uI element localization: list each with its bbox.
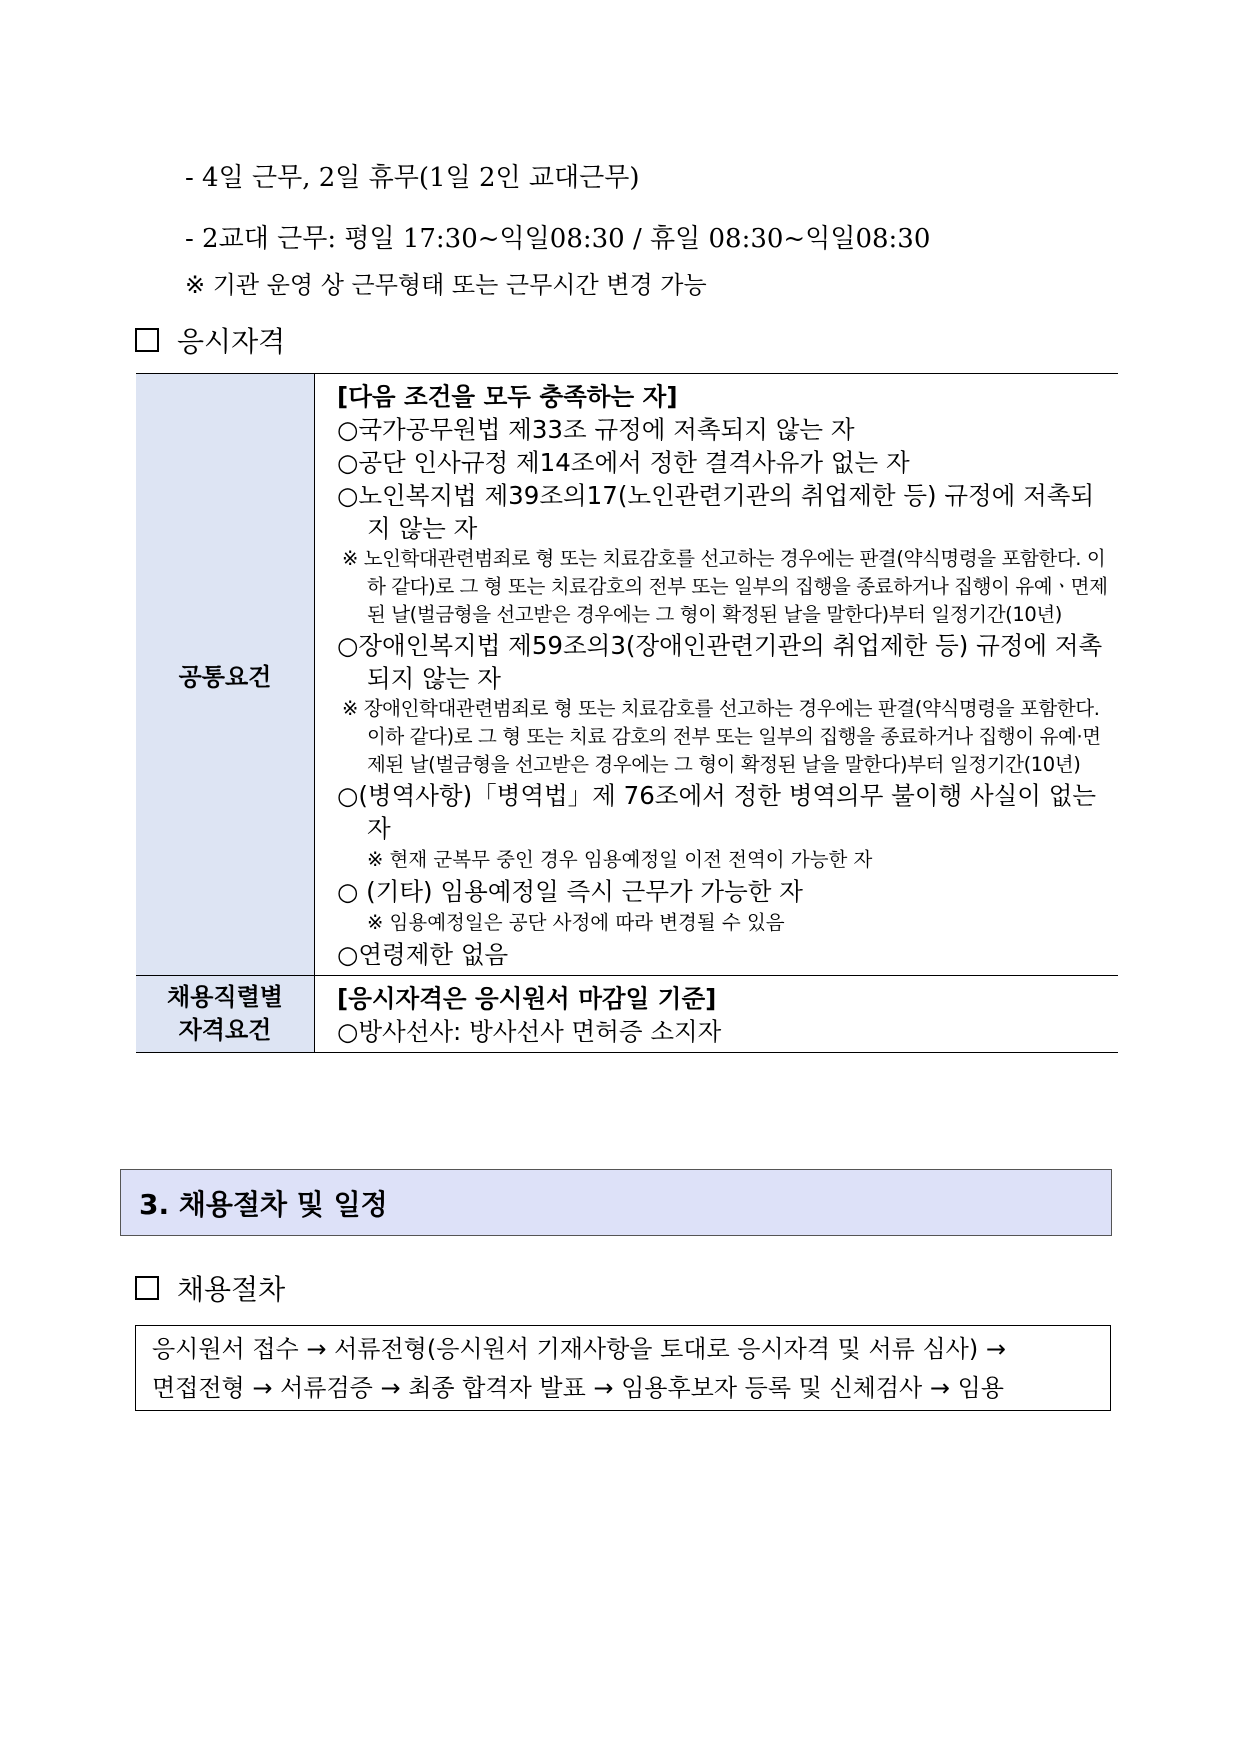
common-requirements-label bbox=[136, 374, 315, 976]
procedure-heading-text: 채용절차 bbox=[177, 1273, 286, 1306]
common-note-3: ※ 노인학대관련범죄로 형 또는 치료감호를 선고하는 경우에는 판결(약식명령을 포함한다. 이하 같다)로 그 형 또는 치료감호의 전부 또는 일부의 집행을 종료하거나 집행이 유예ㆍ면제된 날(벌금형을 선고받은 경우에는 그 형이 확정된 날을 말한다)부터 일정기간(10년) bbox=[342, 547, 1108, 626]
common-requirements-row bbox=[136, 374, 1118, 976]
common-head: [다음 조건을 모두 충족하는 자] bbox=[337, 382, 678, 411]
schedule-note: ※ 기관 운영 상 근무형태 또는 근무시간 변경 가능 bbox=[185, 271, 707, 299]
eligibility-heading bbox=[135, 320, 285, 360]
job-requirements-label bbox=[136, 976, 315, 1053]
procedure-line-1: 응시원서 접수 → 서류전형(응시원서 기재사항을 토대로 응시자격 및 서류 심사) → bbox=[152, 1335, 1006, 1363]
common-note-4: ※ 장애인학대관련범죄로 형 또는 치료감호를 선고하는 경우에는 판결(약식명령을 포함한다. 이하 같다)로 그 형 또는 치료 감호의 전부 또는 일부의 집행을 종료하거나 집행이 유예·면제된 날(벌금형을 선고받은 경우에는 그 형이 확정된 날을 말한다)부터 일정기간(10년) bbox=[342, 697, 1101, 776]
common-requirements-content bbox=[315, 374, 1119, 976]
procedure-box bbox=[135, 1325, 1111, 1411]
schedule-line-1: - 4일 근무, 2일 휴무(1일 2인 교대근무) bbox=[185, 163, 640, 193]
job-label-line-2: 자격요건 bbox=[178, 1016, 272, 1044]
procedure-line-2: 면접전형 → 서류검증 → 최종 합격자 발표 → 임용후보자 등록 및 신체검사 → 임용 bbox=[152, 1374, 1004, 1402]
procedure-heading bbox=[135, 1268, 285, 1308]
section-3-title: 3. 채용절차 및 일정 bbox=[139, 1187, 388, 1221]
job-requirements-row bbox=[136, 976, 1118, 1053]
checkbox-square-icon bbox=[135, 1276, 159, 1300]
section-3-title-bar bbox=[120, 1169, 1112, 1236]
common-label-text: 공통요건 bbox=[178, 663, 272, 691]
common-item-5: ○(병역사항)「병역법」제 76조에서 정한 병역의무 불이행 사실이 없는 자 bbox=[337, 781, 1097, 843]
common-item-7: ○연령제한 없음 bbox=[337, 940, 509, 969]
job-requirements-content bbox=[315, 976, 1119, 1053]
common-item-2: ○공단 인사규정 제14조에서 정한 결격사유가 없는 자 bbox=[337, 448, 910, 477]
job-item-1: ○방사선사: 방사선사 면허증 소지자 bbox=[337, 1017, 722, 1046]
common-item-6: ○ (기타) 임용예정일 즉시 근무가 가능한 자 bbox=[337, 877, 803, 906]
common-item-3: ○노인복지법 제39조의17(노인관련기관의 취업제한 등) 규정에 저촉되지 않는 자 bbox=[337, 481, 1095, 543]
job-head: [응시자격은 응시원서 마감일 기준] bbox=[337, 984, 717, 1013]
common-note-6: ※ 임용예정일은 공단 사정에 따라 변경될 수 있음 bbox=[367, 911, 785, 934]
job-label-line-1: 채용직렬별 bbox=[167, 983, 283, 1011]
common-note-5: ※ 현재 군복무 중인 경우 임용예정일 이전 전역이 가능한 자 bbox=[367, 848, 873, 871]
common-item-1: ○국가공무원법 제33조 규정에 저촉되지 않는 자 bbox=[337, 415, 855, 444]
eligibility-heading-text: 응시자격 bbox=[177, 325, 286, 358]
checkbox-square-icon bbox=[135, 328, 159, 352]
common-item-4: ○장애인복지법 제59조의3(장애인관련기관의 취업제한 등) 규정에 저촉되지 않는 자 bbox=[337, 631, 1103, 693]
schedule-line-2: - 2교대 근무: 평일 17:30~익일08:30 / 휴일 08:30~익일08:30 bbox=[185, 224, 931, 254]
eligibility-table bbox=[136, 373, 1118, 1053]
